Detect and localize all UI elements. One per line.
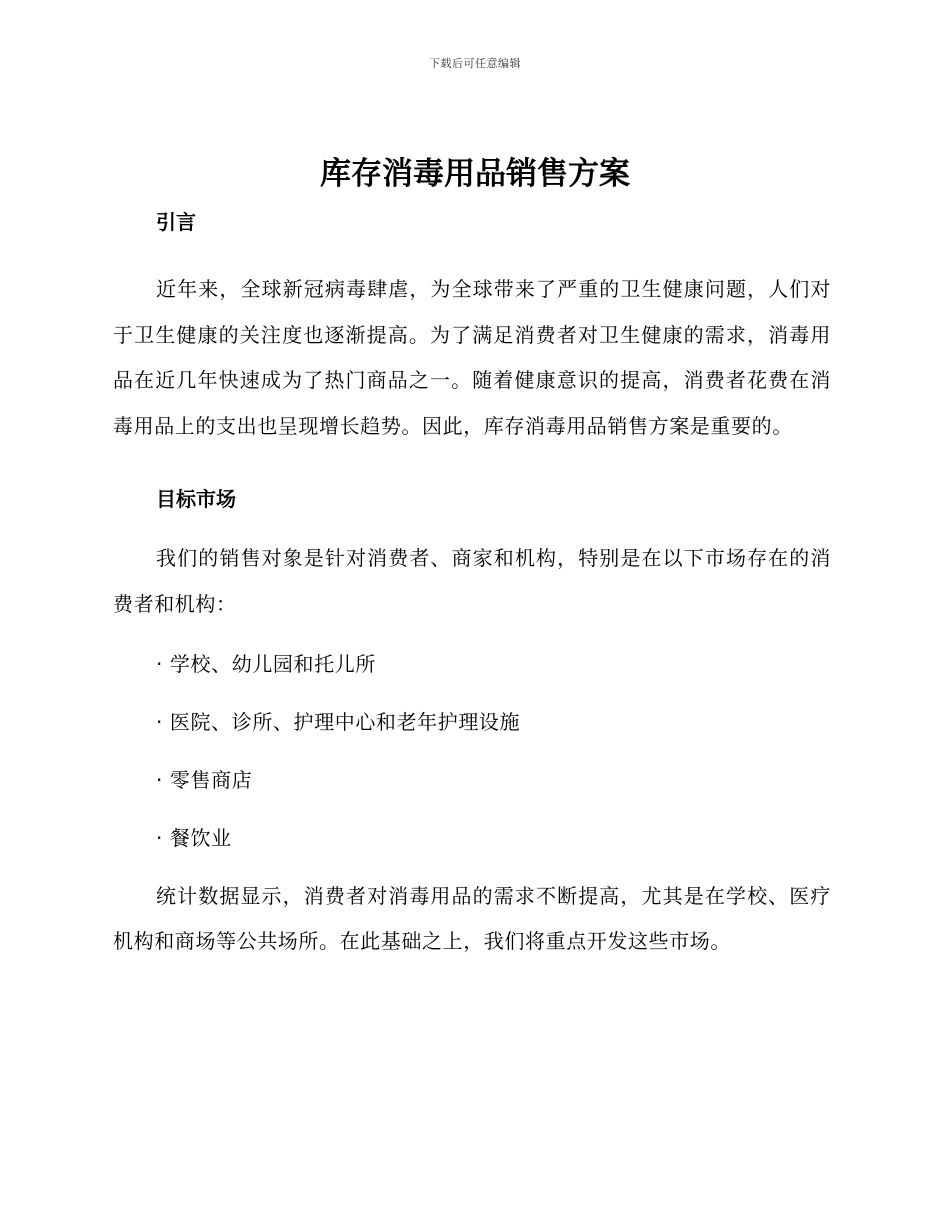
page-header-note: 下载后可任意编辑 [429,57,521,70]
list-item: · 餐饮业 [156,825,232,850]
list-item: · 学校、幼儿园和托儿所 [156,651,376,676]
document-title: 库存消毒用品销售方案 [320,156,630,192]
document-body [113,202,831,965]
section-heading-target-market: 目标市场 [156,487,236,512]
spacer [113,800,831,818]
list-item: · 零售商店 [156,767,253,792]
spacer [113,742,831,760]
spacer [113,242,831,267]
spacer [113,628,831,644]
spacer [113,684,831,702]
spacer [113,519,831,536]
intro-paragraph: 近年来，全球新冠病毒肆虐，为全球带来了严重的卫生健康问题，人们对于卫生健康的关注度也逐渐提高。为了满足消费者对卫生健康的需求，消毒用品在近几年快速成为了热门商品之一。随着健康意识的提高，消费者花费在消毒用品上的支出也呈现增长趋势。因此，库存消毒用品销售方案是重要的。 [113,277,831,438]
market-paragraph: 我们的销售对象是针对消费者、商家和机构，特别是在以下市场存在的消费者和机构： [113,546,831,616]
section-heading-intro: 引言 [156,210,196,234]
spacer [113,449,831,479]
closing-paragraph: 统计数据显示，消费者对消毒用品的需求不断提高，尤其是在学校、医疗机构和商场等公共场所。在此基础之上，我们将重点开发这些市场。 [113,883,831,954]
list-item: · 医院、诊所、护理中心和老年护理设施 [156,709,521,734]
spacer [113,858,831,874]
